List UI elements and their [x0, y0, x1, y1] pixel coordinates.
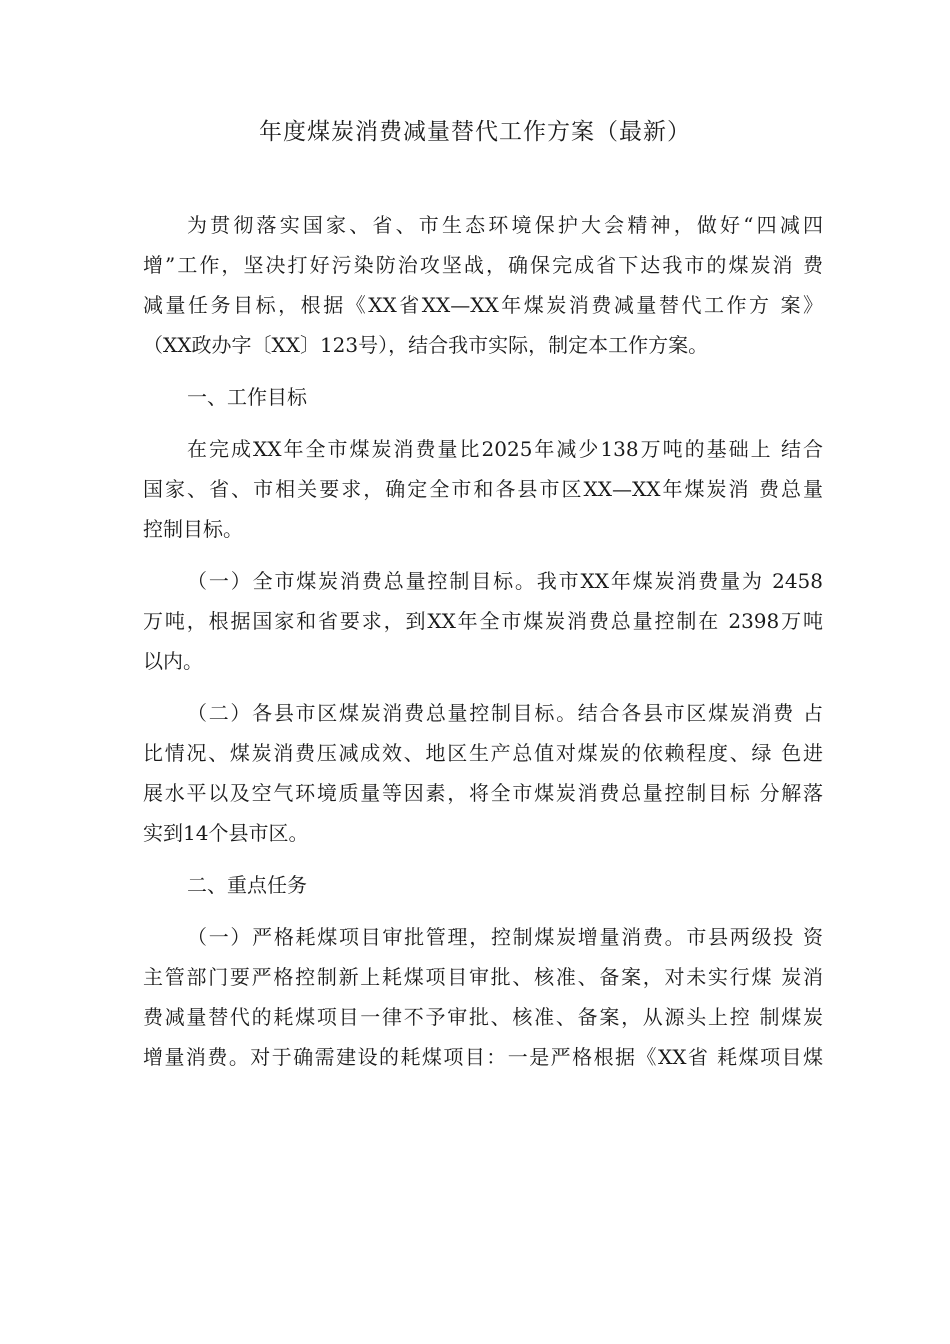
text-line: 增”工作，坚决打好污染防治攻坚战，确保完成省下达我市的煤炭消 费 [143, 253, 823, 277]
document-body [143, 205, 823, 1077]
text-line: 以内。 [143, 649, 203, 673]
text-line: 实到14个县市区。 [143, 821, 309, 845]
text-line: 在完成XX年全市煤炭消费量比2025年减少138万吨的基础上 结合 [187, 437, 823, 461]
section-heading-goals [143, 377, 823, 417]
text-line: 展水平以及空气环境质量等因素，将全市煤炭消费总量控制目标 分解落 [143, 781, 823, 805]
text-line: 比情况、煤炭消费压减成效、地区生产总值对煤炭的依赖程度、绿 色进 [143, 741, 823, 765]
text-line: 万吨，根据国家和省要求，到XX年全市煤炭消费总量控制在 2398万吨 [143, 609, 823, 633]
text-line: （一）全市煤炭消费总量控制目标。我市XX年煤炭消费量为 2458 [187, 569, 823, 593]
paragraph-county-target [143, 693, 823, 853]
paragraph-city-target [143, 561, 823, 681]
text-line: 国家、省、市相关要求，确定全市和各县市区XX—XX年煤炭消 费总量 [143, 477, 823, 501]
text-line: 二、重点任务 [187, 873, 307, 897]
text-line: （一）严格耗煤项目审批管理，控制煤炭增量消费。市县两级投 资 [187, 925, 823, 949]
text-line: 一、工作目标 [187, 385, 307, 409]
paragraph-goals [143, 429, 823, 549]
text-line: 费减量替代的耗煤项目一律不予审批、核准、备案，从源头上控 制煤炭 [143, 1005, 823, 1029]
text-line: 控制目标。 [143, 517, 243, 541]
text-line: （二）各县市区煤炭消费总量控制目标。结合各县市区煤炭消费 占 [187, 701, 823, 725]
text-line: 减量任务目标，根据《XX省XX—XX年煤炭消费减量替代工作方 案》 [143, 293, 823, 317]
text-line: 为贯彻落实国家、省、市生态环境保护大会精神，做好“四减四 [187, 213, 823, 237]
section-heading-tasks [143, 865, 823, 905]
paragraph-intro [143, 205, 823, 365]
text-line: （XX政办字〔XX〕123号），结合我市实际，制定本工作方案。 [143, 333, 709, 357]
text-line: 增量消费。对于确需建设的耗煤项目：一是严格根据《XX省 耗煤项目煤 [143, 1045, 823, 1069]
document-title: 年度煤炭消费减量替代工作方案（最新） [259, 119, 691, 145]
text-line: 主管部门要严格控制新上耗煤项目审批、核准、备案，对未实行煤 炭消 [143, 965, 823, 989]
paragraph-project-approval [143, 917, 823, 1077]
